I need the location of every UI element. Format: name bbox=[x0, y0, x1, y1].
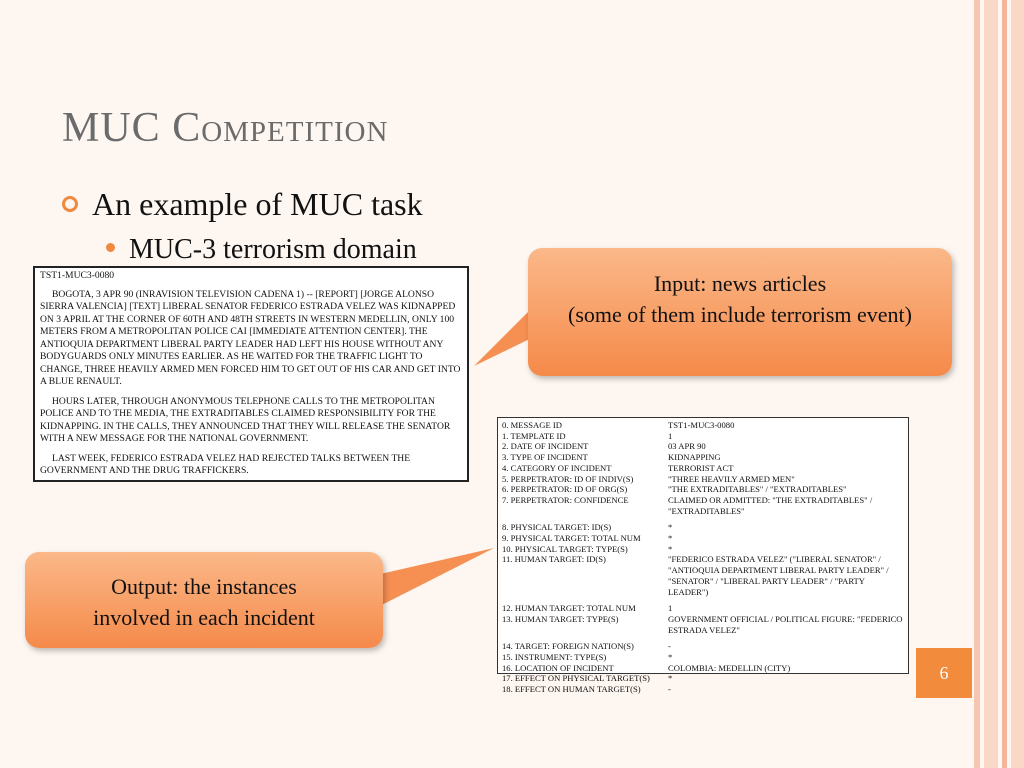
template-slot-value: "FEDERICO ESTRADA VELEZ" ("LIBERAL SENATOR" / "ANTIOQUIA DEPARTMENT LIBERAL PARTY LEADER" / "SENATOR" / "LIBERAL PARTY LEADER" / "PARTY LEADER") bbox=[668, 554, 889, 597]
template-slot-value: * bbox=[668, 673, 673, 684]
template-row bbox=[502, 641, 904, 652]
template-slot-name: 13. HUMAN TARGET: TYPE(S) bbox=[502, 613, 619, 624]
template-slot-name: 17. EFFECT ON PHYSICAL TARGET(S) bbox=[502, 673, 650, 684]
template-slot-name: 14. TARGET: FOREIGN NATION(S) bbox=[502, 641, 634, 652]
template-slot-name: 11. HUMAN TARGET: ID(S) bbox=[502, 554, 606, 565]
template-row bbox=[502, 684, 904, 695]
template-slot-value: - bbox=[668, 684, 671, 695]
bullet-level2-text: MUC-3 terrorism domain bbox=[129, 234, 417, 265]
template-row bbox=[502, 603, 904, 614]
template-row bbox=[502, 663, 904, 674]
template-slot-name: 18. EFFECT ON HUMAN TARGET(S) bbox=[502, 684, 641, 695]
input-callout-line2: (some of them include terrorism event) bbox=[568, 302, 912, 327]
template-row bbox=[502, 452, 904, 463]
dot-bullet-icon bbox=[106, 243, 115, 252]
template-slot-value: 1 bbox=[668, 430, 673, 441]
template-slot-value: * bbox=[668, 522, 673, 533]
template-slot-name: 10. PHYSICAL TARGET: TYPE(S) bbox=[502, 543, 628, 554]
output-callout-line2: involved in each incident bbox=[93, 605, 315, 630]
template-slot-value: KIDNAPPING bbox=[668, 452, 721, 463]
template-row bbox=[502, 495, 904, 516]
input-callout-line1: Input: news articles bbox=[653, 271, 827, 296]
news-article-image bbox=[33, 266, 469, 482]
template-slot-value: * bbox=[668, 543, 673, 554]
template-slot-value: CLAIMED OR ADMITTED: "THE EXTRADITABLES" / "EXTRADITABLES" bbox=[668, 494, 873, 516]
slide-title: MUC Competition bbox=[62, 105, 389, 151]
template-slot-name: 4. CATEGORY OF INCIDENT bbox=[502, 462, 612, 473]
template-slot-name: 7. PERPETRATOR: CONFIDENCE bbox=[502, 494, 629, 505]
bullet-level1 bbox=[62, 186, 423, 223]
template-slot-name: 1. TEMPLATE ID bbox=[502, 430, 566, 441]
template-row bbox=[502, 544, 904, 555]
output-callout-pointer bbox=[372, 548, 494, 610]
template-slot-value: - bbox=[668, 641, 671, 652]
article-paragraph: LAST WEEK, FEDERICO ESTRADA VELEZ HAD REJECTED TALKS BETWEEN THE GOVERNMENT AND THE DRUG TRAFFICKERS. bbox=[40, 452, 411, 476]
template-slot-name: 5. PERPETRATOR: ID OF INDIV(S) bbox=[502, 473, 634, 484]
template-slot-name: 2. DATE OF INCIDENT bbox=[502, 441, 589, 452]
output-callout-line1: Output: the instances bbox=[111, 574, 297, 599]
article-paragraph: HOURS LATER, THROUGH ANONYMOUS TELEPHONE CALLS TO THE METROPOLITAN POLICE AND TO THE MEDIA, THE EXTRADITABLES CLAIMED RESPONSIBILITY FOR THE KIDNAPPING. IN THE CALLS, THEY ANNOUNCED THAT THEY WILL RELEASE THE SENATOR WITH A NEW MESSAGE FOR THE NATIONAL GOVERNMENT. bbox=[40, 395, 451, 444]
template-row bbox=[502, 614, 904, 635]
template-slot-name: 8. PHYSICAL TARGET: ID(S) bbox=[502, 522, 612, 533]
template-slot-name: 12. HUMAN TARGET: TOTAL NUM bbox=[502, 603, 636, 614]
template-slot-value: "THE EXTRADITABLES" / "EXTRADITABLES" bbox=[668, 484, 847, 495]
template-row bbox=[502, 484, 904, 495]
bullet-level1-text: An example of MUC task bbox=[92, 186, 423, 222]
article-id: TST1-MUC3-0080 bbox=[40, 270, 115, 281]
template-slot-name: 9. PHYSICAL TARGET: TOTAL NUM bbox=[502, 533, 641, 544]
muc-template-image bbox=[497, 417, 909, 695]
bullet-level2 bbox=[106, 234, 417, 266]
template-row bbox=[502, 554, 904, 597]
page-number: 6 bbox=[916, 648, 972, 698]
template-row bbox=[502, 463, 904, 474]
article-paragraph: BOGOTA, 3 APR 90 (INRAVISION TELEVISION CADENA 1) -- [REPORT] [JORGE ALONSO SIERRA VALENCIA] [TEXT] LIBERAL SENATOR FEDERICO ESTRADA VELEZ WAS KIDNAPPED ON 3 APRIL AT THE CORNER OF 60TH AND 48TH STREETS IN WESTERN MEDELLIN, ONLY 100 METERS FROM A METROPOLITAN POLICE CAI [IMMEDIATE ATTENTION CENTER]. THE ANTIOQUIA DEPARTMENT LIBERAL PARTY LEADER HAD LEFT HIS HOUSE WITHOUT ANY BODYGUARDS ONLY MINUTES EARLIER. AS HE WAITED FOR THE TRAFFIC LIGHT TO CHANGE, THREE HEAVILY ARMED MEN FORCED HIM TO GET OUT OF HIS CAR AND GET INTO A BLUE RENAULT. bbox=[40, 288, 461, 387]
template-slot-name: 0. MESSAGE ID bbox=[502, 420, 562, 430]
template-slot-value: COLOMBIA: MEDELLIN (CITY) bbox=[668, 662, 791, 673]
template-slot-value: GOVERNMENT OFFICIAL / POLITICAL FIGURE: "FEDERICO ESTRADA VELEZ" bbox=[668, 613, 903, 635]
input-callout bbox=[528, 248, 952, 376]
template-row bbox=[502, 522, 904, 533]
template-row bbox=[502, 441, 904, 452]
template-slot-value: TST1-MUC3-0080 bbox=[668, 420, 735, 430]
template-row bbox=[502, 420, 904, 431]
circle-bullet-icon bbox=[62, 196, 78, 212]
template-slot-value: * bbox=[668, 533, 673, 544]
template-slot-name: 3. TYPE OF INCIDENT bbox=[502, 452, 588, 463]
template-slot-value: "THREE HEAVILY ARMED MEN" bbox=[668, 473, 795, 484]
template-slot-name: 15. INSTRUMENT: TYPE(S) bbox=[502, 652, 607, 663]
template-row bbox=[502, 474, 904, 485]
template-row bbox=[502, 533, 904, 544]
template-row bbox=[502, 673, 904, 684]
template-slot-value: 03 APR 90 bbox=[668, 441, 706, 452]
decorative-stripes bbox=[974, 0, 1024, 768]
template-slot-value: TERRORIST ACT bbox=[668, 462, 734, 473]
template-slot-value: 1 bbox=[668, 603, 673, 614]
template-slot-value: * bbox=[668, 652, 673, 663]
output-callout bbox=[25, 552, 383, 648]
template-row bbox=[502, 652, 904, 663]
template-slot-name: 16. LOCATION OF INCIDENT bbox=[502, 662, 614, 673]
template-slot-name: 6. PERPETRATOR: ID OF ORG(S) bbox=[502, 484, 628, 495]
template-row bbox=[502, 431, 904, 442]
